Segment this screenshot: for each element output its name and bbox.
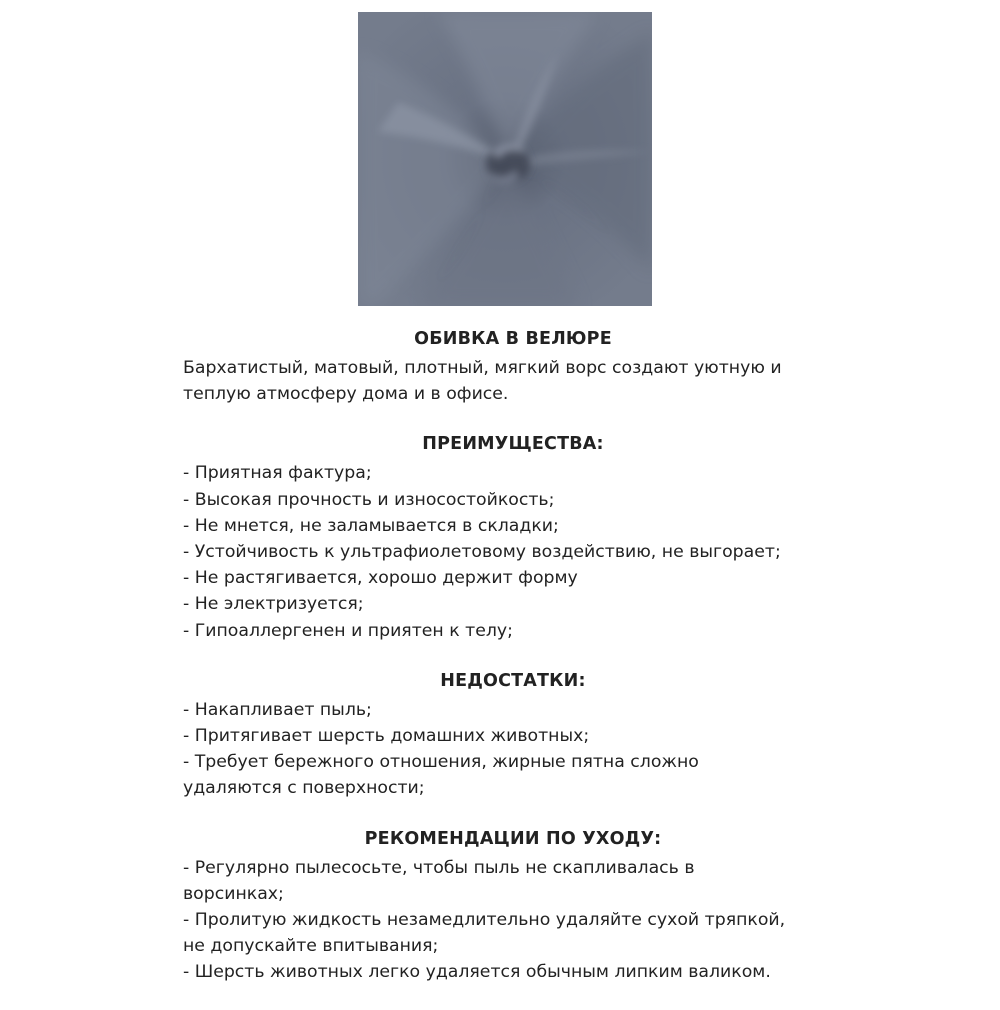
advantages-item: - Приятная фактура; bbox=[183, 463, 372, 484]
disadvantages-item: удаляются с поверхности; bbox=[183, 778, 425, 799]
disadvantages-item: - Накапливает пыль; bbox=[183, 699, 372, 720]
disadvantages-item: - Притягивает шерсть домашних животных; bbox=[183, 726, 590, 747]
advantages-item: - Высокая прочность и износостойкость; bbox=[183, 489, 555, 510]
advantages-section bbox=[183, 431, 843, 643]
disadvantages-item: - Требует бережного отношения, жирные пятна сложно bbox=[183, 752, 699, 773]
disadvantages-section bbox=[183, 668, 843, 802]
care-title: РЕКОМЕНДАЦИИ ПО УХОДУ: bbox=[364, 828, 662, 849]
care-item: - Регулярно пылесосьте, чтобы пыль не скапливалась в bbox=[183, 857, 695, 878]
advantages-title: ПРЕИМУЩЕСТВА: bbox=[422, 434, 604, 455]
intro-title: ОБИВКА В ВЕЛЮРЕ bbox=[414, 329, 612, 349]
advantages-item: - Не мнется, не заламывается в складки; bbox=[183, 515, 559, 536]
intro-line: Бархатистый, матовый, плотный, мягкий ворс создают уютную и bbox=[183, 358, 782, 378]
care-item: - Пролитую жидкость незамедлительно удаляйте сухой тряпкой, bbox=[183, 910, 786, 931]
advantages-item: - Гипоаллергенен и приятен к телу; bbox=[183, 620, 513, 641]
advantages-item: - Устойчивость к ультрафиолетовому воздействию, не выгорает; bbox=[183, 542, 781, 563]
disadvantages-title: НЕДОСТАТКИ: bbox=[440, 670, 586, 691]
intro-section bbox=[183, 326, 843, 407]
intro-line: теплую атмосферу дома и в офисе. bbox=[183, 384, 509, 405]
advantages-item: - Не электризуется; bbox=[183, 594, 364, 615]
advantages-item: - Не растягивается, хорошо держит форму bbox=[183, 568, 578, 589]
care-section bbox=[183, 826, 843, 986]
care-item: не допускайте впитывания; bbox=[183, 936, 439, 957]
description-content bbox=[183, 326, 843, 1010]
care-item: ворсинках; bbox=[183, 883, 284, 904]
care-item: - Шерсть животных легко удаляется обычным липким валиком. bbox=[183, 962, 771, 983]
fabric-swatch-image bbox=[358, 12, 652, 306]
